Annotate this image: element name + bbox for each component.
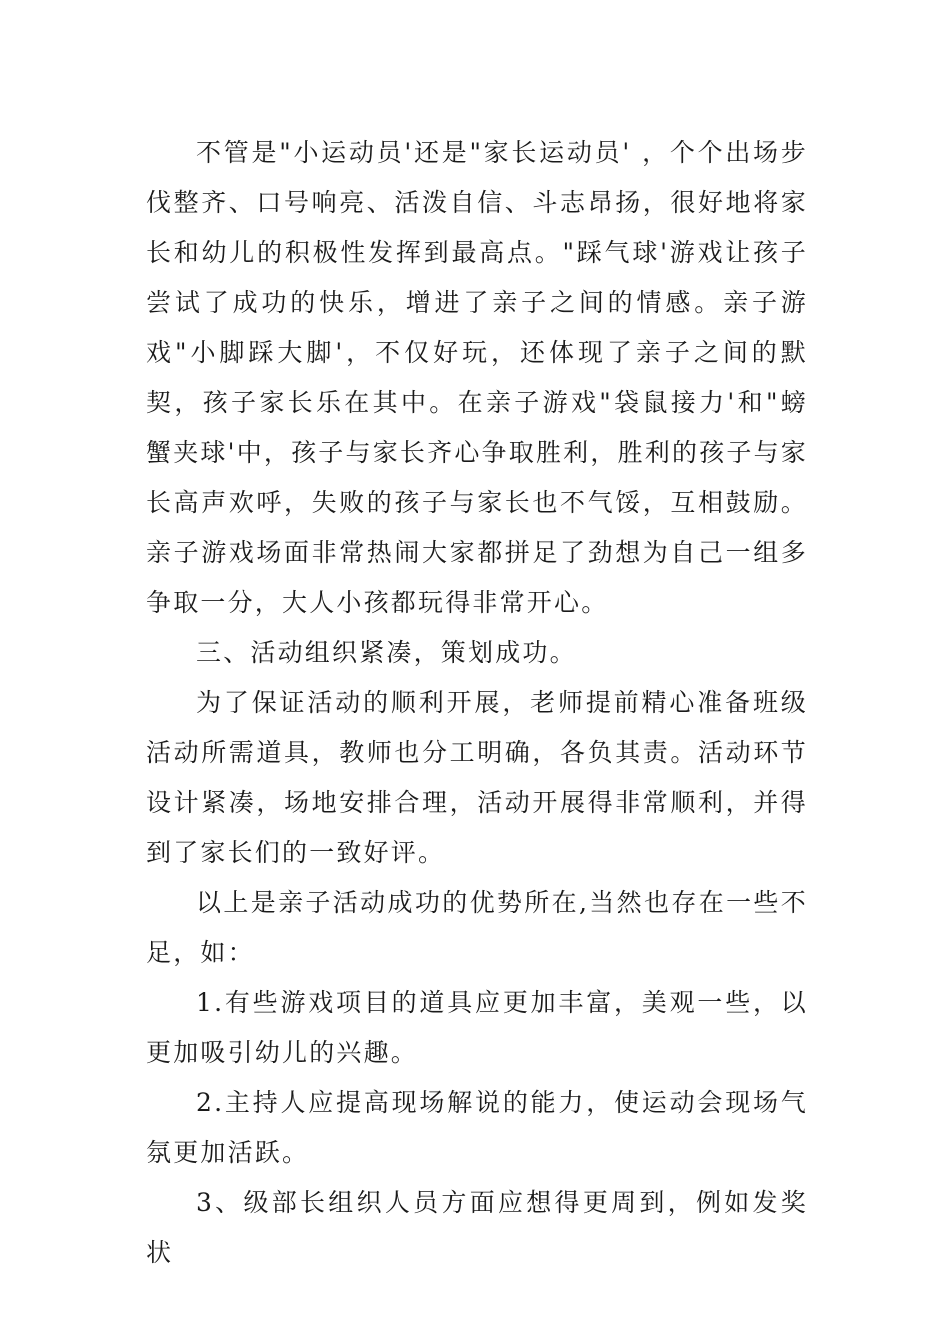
paragraph-shortcomings-intro: 以上是亲子活动成功的优势所在,当然也存在一些不足，如： xyxy=(146,888,808,967)
paragraph-item-3: 3、级部长组织人员方面应想得更周到，例如发奖状 xyxy=(146,1188,808,1267)
document-body xyxy=(146,128,808,1278)
paragraph-heading-three: 三、活动组织紧凑，策划成功。 xyxy=(196,638,577,667)
paragraph-item-2: 2.主持人应提高现场解说的能力，使运动会现场气氛更加活跃。 xyxy=(146,1088,808,1167)
paragraph-item-1: 1.有些游戏项目的道具应更加丰富，美观一些，以更加吸引幼儿的兴趣。 xyxy=(146,988,808,1067)
paragraph-activities: 不管是"小运动员'还是"家长运动员' ，个个出场步伐整齐、口号响亮、活泼自信、斗志昂扬，很好地将家长和幼儿的积极性发挥到最高点。"踩气球'游戏让孩子尝试了成功的快乐，增进了亲子之间的情感。亲子游戏"小脚踩大脚'，不仅好玩，还体现了亲子之间的默契，孩子家长乐在其中。在亲子游戏"袋鼠接力'和"螃蟹夹球'中，孩子与家长齐心争取胜利，胜利的孩子与家长高声欢呼，失败的孩子与家长也不气馁，互相鼓励。亲子游戏场面非常热闹大家都拼足了劲想为自己一组多争取一分，大人小孩都玩得非常开心。 xyxy=(146,138,808,617)
paragraph-preparation: 为了保证活动的顺利开展，老师提前精心准备班级活动所需道具，教师也分工明确，各负其责。活动环节设计紧凑，场地安排合理，活动开展得非常顺利，并得到了家长们的一致好评。 xyxy=(146,688,808,867)
